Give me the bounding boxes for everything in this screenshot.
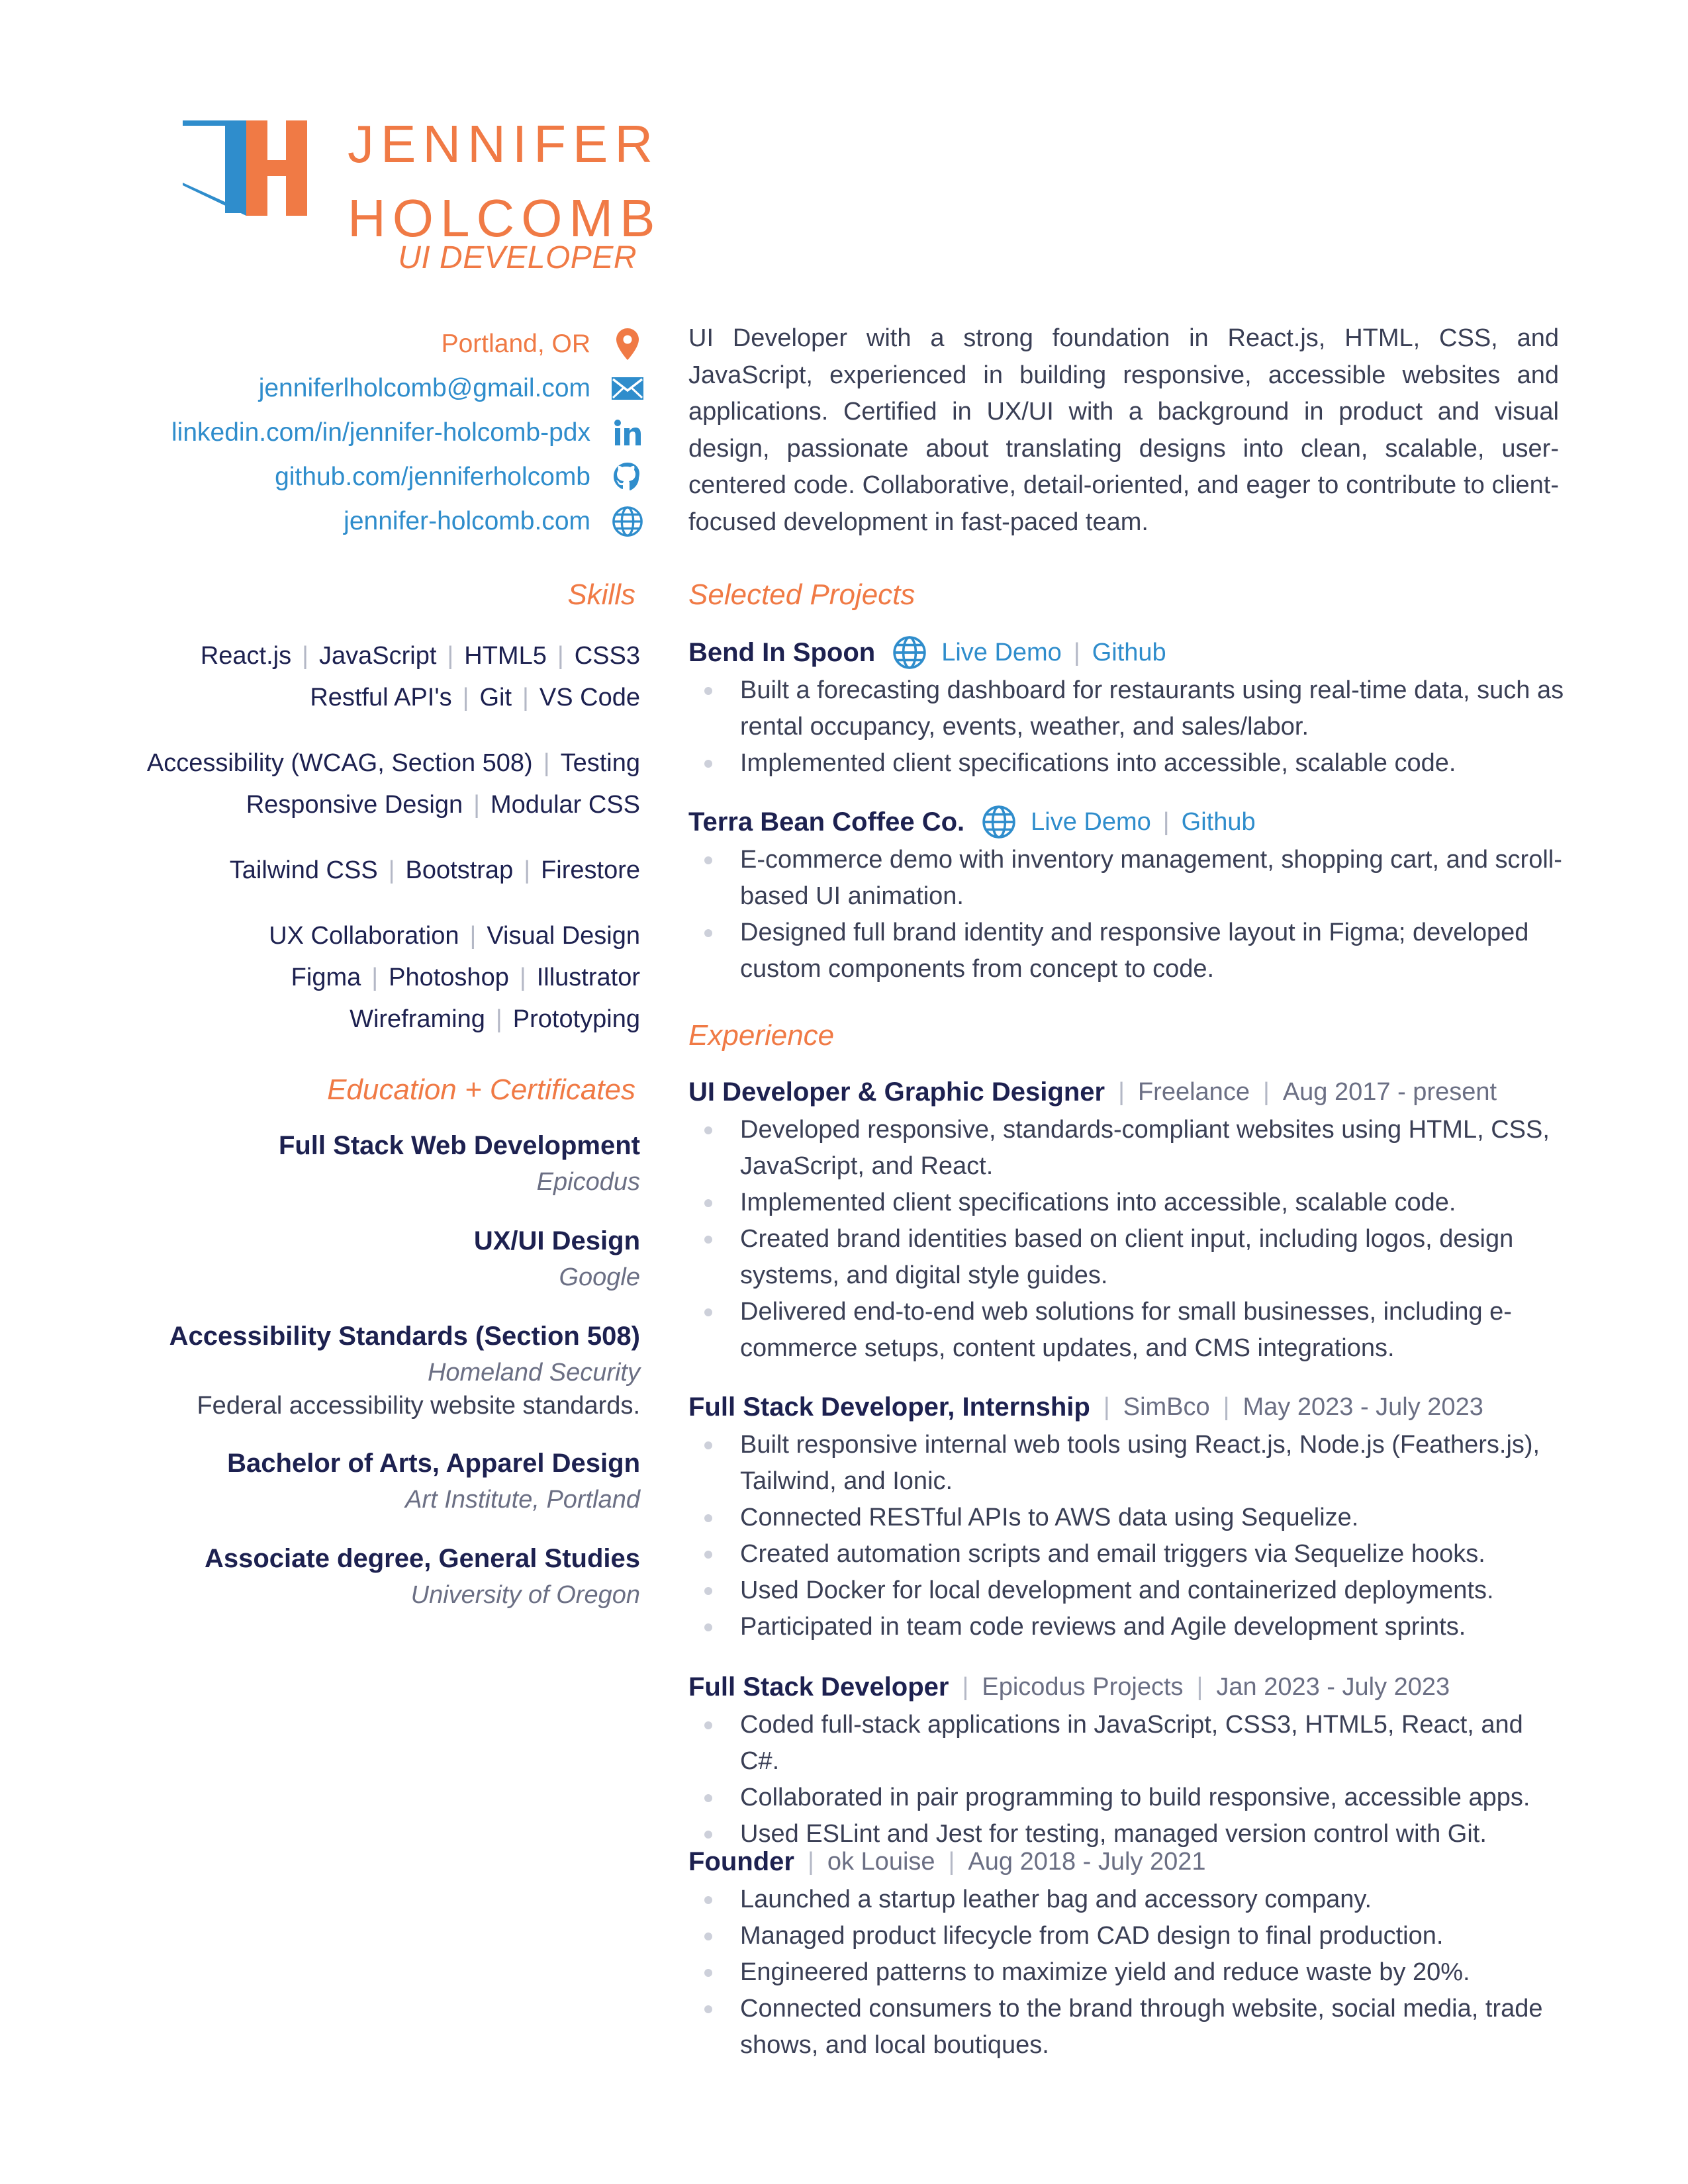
education-section — [79, 1126, 640, 1635]
skill-item: Accessibility (WCAG, Section 508) — [146, 749, 533, 777]
separator: | — [962, 1672, 969, 1701]
job-role: Founder — [688, 1846, 794, 1876]
separator: | — [302, 642, 308, 670]
separator: | — [807, 1847, 814, 1876]
live-demo-link[interactable]: Live Demo — [1031, 807, 1151, 836]
education-org: Epicodus — [536, 1168, 640, 1196]
skill-group — [79, 850, 640, 891]
education-title: Bachelor of Arts, Apparel Design — [227, 1449, 640, 1478]
skill-line — [79, 677, 640, 719]
separator: | — [522, 684, 529, 711]
job-0 — [688, 1072, 1569, 1367]
bullet-item: E-commerce demo with inventory management, shopping cart, and scroll-based UI animation. — [688, 842, 1569, 915]
bullet-item: Coded full-stack applications in JavaScript, CSS3, HTML5, React, and C#. — [688, 1707, 1569, 1780]
skill-group — [79, 915, 640, 1040]
separator: | — [371, 964, 379, 991]
experience-heading: Experience — [688, 1019, 835, 1052]
job-bullets — [688, 1707, 1569, 1852]
job-3 — [688, 1842, 1569, 2064]
separator: | — [1162, 807, 1170, 836]
job-company: SimBco — [1123, 1392, 1210, 1421]
separator: | — [543, 749, 550, 777]
bullet-item: Built a forecasting dashboard for restaurants using real-time data, such as rental occupancy, events, weather, and sales/labor. — [688, 672, 1569, 745]
envelope-icon — [612, 373, 643, 404]
bullet-item: Built responsive internal web tools using React.js, Node.js (Feathers.js), Tailwind, and Ionic. — [688, 1427, 1569, 1500]
jh-monogram-logo — [183, 116, 314, 217]
skill-group — [79, 743, 640, 826]
job-header — [688, 1667, 1569, 1707]
skill-item: Git — [479, 684, 512, 711]
separator: | — [519, 964, 526, 991]
education-note: Federal accessibility website standards. — [197, 1392, 640, 1420]
bullet-item: Created automation scripts and email triggers via Sequelize hooks. — [688, 1536, 1569, 1572]
bullet-item: Connected consumers to the brand through website, social media, trade shows, and local boutiques. — [688, 1991, 1569, 2064]
linkedin-icon — [612, 417, 643, 449]
job-company: Epicodus Projects — [982, 1672, 1184, 1701]
bullet-item: Used ESLint and Jest for testing, managed version control with Git. — [688, 1816, 1569, 1852]
skill-item: Prototyping — [512, 1005, 640, 1033]
education-title: Associate degree, General Studies — [204, 1544, 640, 1573]
separator: | — [447, 642, 454, 670]
globe-icon — [892, 635, 927, 670]
bullet-item: Used Docker for local development and containerized deployments. — [688, 1572, 1569, 1609]
education-item — [79, 1126, 640, 1199]
first-name: JENNIFER — [348, 114, 660, 173]
job-bullets — [688, 1882, 1569, 2064]
education-title: Accessibility Standards (Section 508) — [169, 1322, 640, 1351]
bullet-item: Developed responsive, standards-compliant websites using HTML, CSS, JavaScript, and React. — [688, 1112, 1569, 1185]
location-text: Portland, OR — [441, 329, 590, 358]
skill-item: React.js — [200, 642, 292, 670]
job-role: Full Stack Developer — [688, 1672, 949, 1702]
project-name: Bend In Spoon — [688, 637, 876, 667]
project-bullets — [688, 842, 1569, 987]
bullet-item: Engineered patterns to maximize yield and reduce waste by 20%. — [688, 1954, 1569, 1991]
contact-github[interactable] — [79, 455, 643, 499]
skill-item: HTML5 — [464, 642, 547, 670]
skill-line — [79, 784, 640, 826]
education-item — [79, 1444, 640, 1517]
skill-item: Testing — [560, 749, 640, 777]
job-bullets — [688, 1427, 1569, 1645]
separator: | — [524, 856, 531, 884]
project-0 — [688, 633, 1569, 782]
skill-item: Wireframing — [350, 1005, 485, 1033]
job-dates: May 2023 - July 2023 — [1243, 1392, 1483, 1421]
linkedin-link[interactable]: linkedin.com/in/jennifer-holcomb-pdx — [171, 418, 590, 447]
separator: | — [1118, 1077, 1125, 1106]
skill-line — [79, 743, 640, 784]
github-link[interactable]: Github — [1092, 638, 1166, 666]
skill-group — [79, 635, 640, 719]
education-item — [79, 1317, 640, 1422]
job-dates: Aug 2017 - present — [1282, 1077, 1497, 1106]
education-org: Art Institute, Portland — [405, 1486, 640, 1514]
live-demo-link[interactable]: Live Demo — [941, 638, 1062, 666]
separator: | — [557, 642, 564, 670]
contact-website[interactable] — [79, 499, 643, 543]
separator: | — [948, 1847, 955, 1876]
globe-icon — [982, 805, 1016, 839]
job-company: ok Louise — [827, 1847, 935, 1876]
project-bullets — [688, 672, 1569, 782]
separator: | — [1103, 1392, 1110, 1421]
bullet-item: Connected RESTful APIs to AWS data using Sequelize. — [688, 1500, 1569, 1536]
skill-item: Responsive Design — [246, 791, 463, 819]
email-link[interactable]: jenniferlholcomb@gmail.com — [258, 373, 590, 402]
skills-section — [79, 635, 640, 1064]
bullet-item: Created brand identities based on client input, including logos, design systems, and digital style guides. — [688, 1221, 1569, 1294]
last-name: HOLCOMB — [348, 189, 662, 248]
separator: | — [1262, 1077, 1270, 1106]
job-role: Full Stack Developer, Internship — [688, 1392, 1090, 1422]
separator: | — [495, 1005, 502, 1033]
website-link[interactable]: jennifer-holcomb.com — [344, 506, 590, 535]
github-icon — [612, 461, 643, 493]
contact-list — [79, 322, 643, 543]
project-1 — [688, 802, 1569, 987]
bullet-item: Collaborated in pair programming to build responsive, accessible apps. — [688, 1780, 1569, 1816]
skill-item: Firestore — [541, 856, 640, 884]
education-item — [79, 1539, 640, 1612]
skill-line — [79, 999, 640, 1040]
education-heading: Education + Certificates — [327, 1073, 635, 1106]
job-company: Freelance — [1137, 1077, 1250, 1106]
skill-item: CSS3 — [574, 642, 640, 670]
job-header — [688, 1842, 1569, 1882]
summary-paragraph: UI Developer with a strong foundation in React.js, HTML, CSS, and JavaScript, experienced in building responsive, accessible websites and applications. Certified in UX/UI with a background in product and visual design, passionate about translating designs into clean, scalable, user-centered code. Collaborative, detail-oriented, and eager to contribute to client-focused development in fast-paced team. — [688, 324, 1559, 536]
bullet-item: Managed product lifecycle from CAD design to final production. — [688, 1918, 1569, 1954]
project-header — [688, 802, 1569, 842]
separator: | — [473, 791, 481, 819]
education-title: Full Stack Web Development — [278, 1131, 640, 1160]
skill-item: JavaScript — [318, 642, 437, 670]
skill-item: Photoshop — [389, 964, 509, 991]
job-role: UI Developer & Graphic Designer — [688, 1077, 1105, 1107]
skill-line — [79, 915, 640, 957]
skill-item: Figma — [291, 964, 361, 991]
education-item — [79, 1222, 640, 1295]
skill-item: Visual Design — [487, 922, 640, 950]
skill-line — [79, 850, 640, 891]
projects-heading: Selected Projects — [688, 578, 915, 611]
skill-item: VS Code — [539, 684, 640, 711]
bullet-item: Participated in team code reviews and Agile development sprints. — [688, 1609, 1569, 1645]
skills-heading: Skills — [567, 578, 635, 611]
bullet-item: Designed full brand identity and responsive layout in Figma; developed custom components from concept to code. — [688, 915, 1569, 987]
job-dates: Jan 2023 - July 2023 — [1216, 1672, 1450, 1701]
full-name — [348, 107, 662, 255]
education-org: University of Oregon — [410, 1581, 640, 1609]
job-header — [688, 1387, 1569, 1427]
skill-item: Bootstrap — [405, 856, 514, 884]
separator: | — [1223, 1392, 1230, 1421]
separator: | — [388, 856, 395, 884]
contact-linkedin[interactable] — [79, 410, 643, 455]
bullet-item: Implemented client specifications into accessible, scalable code. — [688, 1185, 1569, 1221]
bullet-item: Delivered end-to-end web solutions for small businesses, including e-commerce setups, content updates, and CMS integrations. — [688, 1294, 1569, 1367]
job-bullets — [688, 1112, 1569, 1367]
project-header — [688, 633, 1569, 672]
github-link[interactable]: Github — [1181, 807, 1256, 836]
project-name: Terra Bean Coffee Co. — [688, 807, 965, 837]
skill-line — [79, 635, 640, 677]
skill-item: Illustrator — [536, 964, 640, 991]
github-link[interactable]: github.com/jenniferholcomb — [275, 462, 590, 491]
bullet-item: Launched a startup leather bag and accessory company. — [688, 1882, 1569, 1918]
job-dates: Aug 2018 - July 2021 — [968, 1847, 1206, 1876]
bullet-item: Implemented client specifications into accessible, scalable code. — [688, 745, 1569, 782]
contact-email[interactable] — [79, 366, 643, 410]
job-2 — [688, 1667, 1569, 1852]
separator: | — [1073, 638, 1080, 666]
skill-item: Restful API's — [310, 684, 452, 711]
skill-item: Tailwind CSS — [229, 856, 378, 884]
separator: | — [462, 684, 469, 711]
skill-item: Modular CSS — [491, 791, 640, 819]
separator: | — [469, 922, 477, 950]
globe-icon — [612, 506, 643, 537]
job-header — [688, 1072, 1569, 1112]
job-title: UI DEVELOPER — [398, 240, 637, 275]
education-org: Google — [559, 1263, 640, 1291]
location-pin-icon — [612, 328, 643, 360]
job-1 — [688, 1387, 1569, 1645]
education-title: UX/UI Design — [473, 1226, 640, 1255]
skill-item: UX Collaboration — [269, 922, 459, 950]
separator: | — [1196, 1672, 1203, 1701]
contact-location — [79, 322, 643, 366]
skill-line — [79, 957, 640, 999]
education-org: Homeland Security — [427, 1359, 640, 1387]
